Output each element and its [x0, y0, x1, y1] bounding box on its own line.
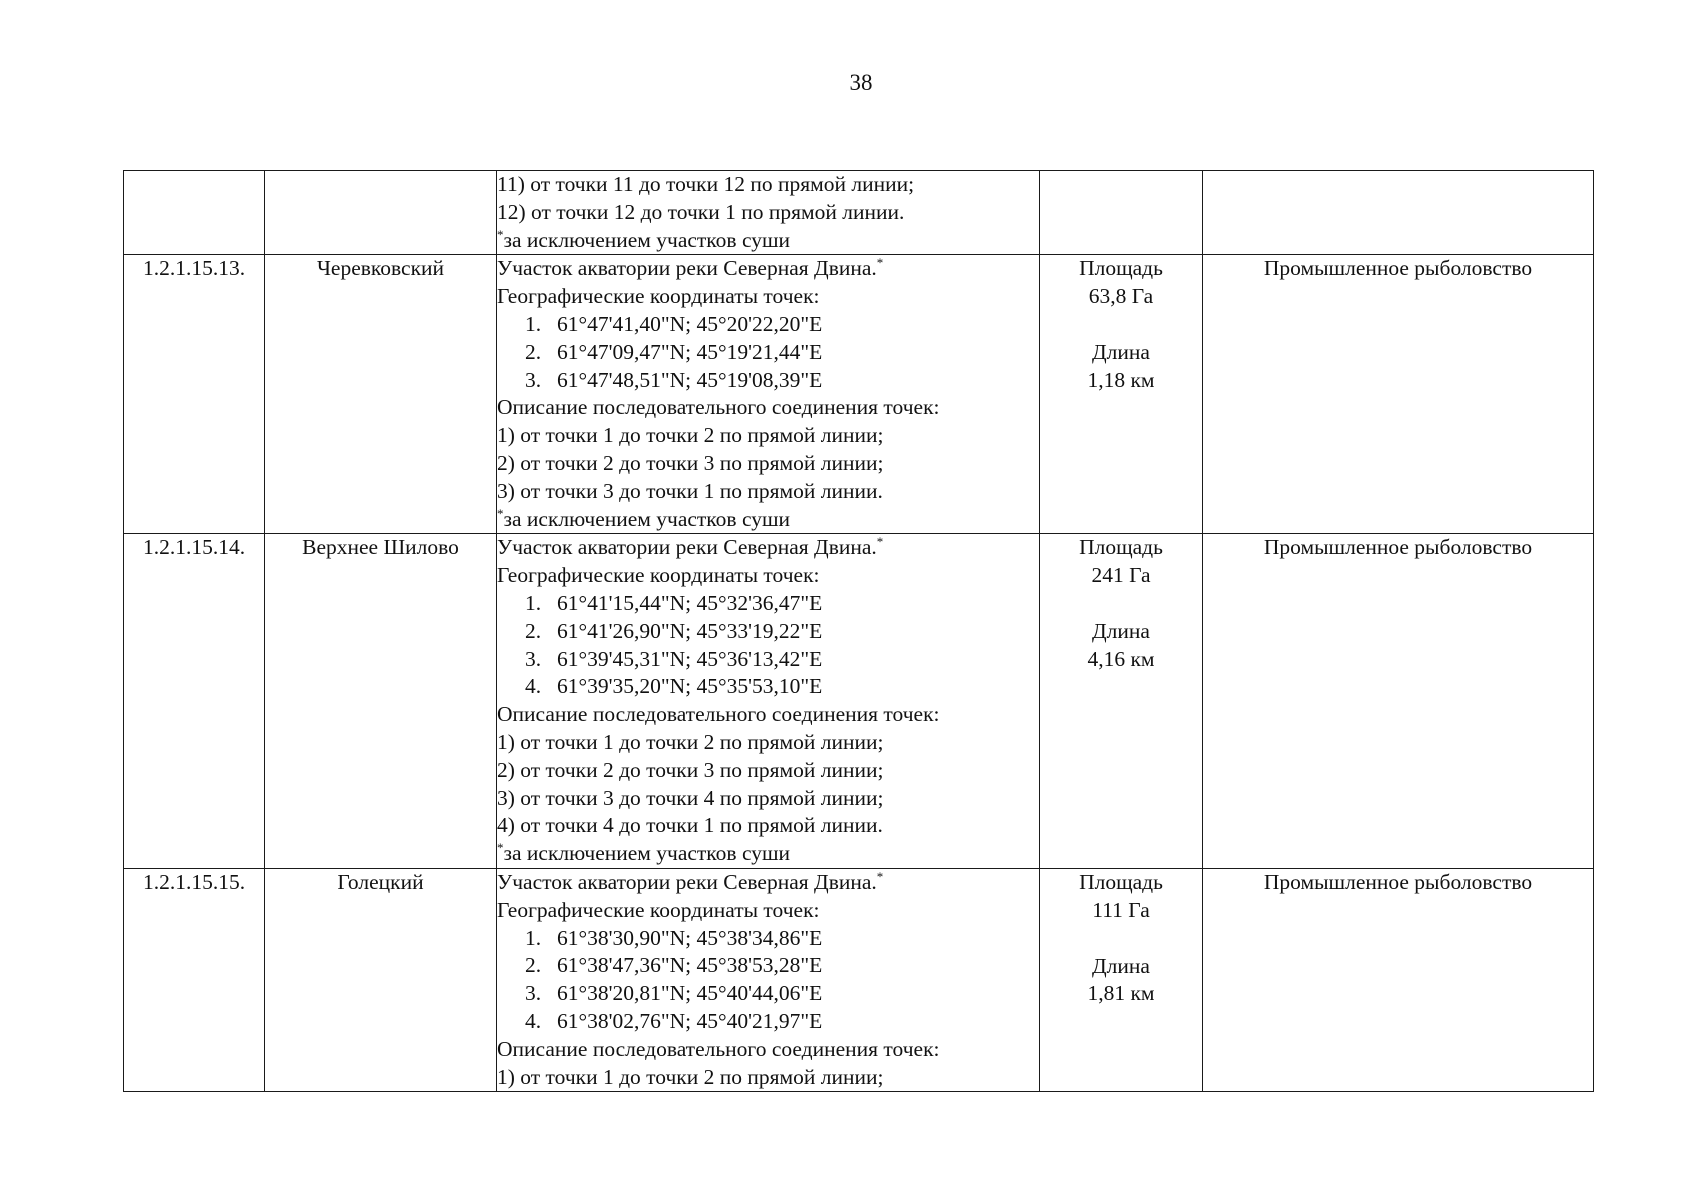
- point-coordinate: 61°47'09,47"N; 45°19'21,44"E: [557, 339, 823, 364]
- intro-text: Участок акватории реки Северная Двина.: [497, 535, 877, 560]
- footnote-text: за исключением участков суши: [503, 841, 791, 866]
- use-cell: [1203, 171, 1594, 255]
- footnote-text: за исключением участков суши: [503, 506, 791, 531]
- site-name: Верхнее Шилово: [265, 534, 497, 869]
- coordinate-point: [497, 925, 1039, 953]
- footnote-mark: *: [497, 505, 504, 521]
- coordinate-point: [497, 980, 1039, 1008]
- length-value: 1,81 км: [1087, 981, 1155, 1006]
- point-number: 4.: [525, 1008, 542, 1033]
- length-value: 1,18 км: [1087, 367, 1155, 392]
- point-number: 1.: [525, 311, 542, 336]
- table-row: [124, 868, 1594, 1091]
- intro-footnote-mark: *: [876, 255, 884, 271]
- footnote-mark: *: [497, 839, 504, 855]
- coords-heading: Географические координаты точек:: [497, 897, 820, 922]
- point-number: 1.: [525, 590, 542, 615]
- footnote-line: [497, 840, 1039, 868]
- coordinate-point: [497, 952, 1039, 980]
- point-number: 3.: [525, 367, 542, 392]
- footnote-line: [497, 506, 1039, 534]
- point-number: 3.: [525, 981, 542, 1006]
- description-cell: [497, 171, 1040, 255]
- area-value: 111 Га: [1092, 897, 1150, 922]
- site-use: Промышленное рыболовство: [1203, 534, 1594, 869]
- length-label: Длина: [1092, 339, 1150, 364]
- area-value: 63,8 Га: [1088, 284, 1154, 309]
- coordinate-point: [497, 311, 1039, 339]
- site-number: 1.2.1.15.15.: [124, 868, 265, 1091]
- number-cell: [124, 171, 265, 255]
- name-cell: [265, 171, 497, 255]
- area-label: Площадь: [1079, 256, 1163, 281]
- site-size: [1040, 534, 1203, 869]
- intro-text: Участок акватории реки Северная Двина.: [497, 869, 877, 894]
- connection-line: 1) от точки 1 до точки 2 по прямой линии;: [497, 1064, 884, 1089]
- footnote-text: за исключением участков суши: [503, 227, 791, 252]
- site-name: Черевковский: [265, 255, 497, 534]
- coordinate-point: [497, 1008, 1039, 1036]
- coordinate-point: [497, 618, 1039, 646]
- site-name: Голецкий: [265, 868, 497, 1091]
- site-description: [497, 255, 1040, 534]
- intro-line: [497, 534, 1039, 562]
- point-coordinate: 61°41'26,90"N; 45°33'19,22"E: [557, 618, 823, 643]
- area-label: Площадь: [1079, 869, 1163, 894]
- point-number: 2.: [525, 339, 542, 364]
- connection-line: 2) от точки 2 до точки 3 по прямой линии;: [497, 757, 884, 782]
- site-size: [1040, 868, 1203, 1091]
- coords-heading: Географические координаты точек:: [497, 284, 820, 309]
- table-row-continuation: [124, 171, 1594, 255]
- coordinate-point: [497, 590, 1039, 618]
- point-coordinate: 61°38'02,76"N; 45°40'21,97"E: [557, 1008, 823, 1033]
- intro-line: [497, 255, 1039, 283]
- connection-heading: Описание последовательного соединения точек:: [497, 395, 940, 420]
- area-label: Площадь: [1079, 535, 1163, 560]
- point-coordinate: 61°39'45,31"N; 45°36'13,42"E: [557, 646, 823, 671]
- length-label: Длина: [1092, 618, 1150, 643]
- connection-line: 3) от точки 3 до точки 1 по прямой линии.: [497, 478, 883, 503]
- point-coordinate: 61°47'41,40"N; 45°20'22,20"E: [557, 311, 823, 336]
- point-coordinate: 61°38'20,81"N; 45°40'44,06"E: [557, 981, 823, 1006]
- coordinate-point: [497, 339, 1039, 367]
- coordinate-point: [497, 367, 1039, 395]
- connection-line: 11) от точки 11 до точки 12 по прямой линии;: [497, 172, 915, 196]
- connection-line: 12) от точки 12 до точки 1 по прямой линии.: [497, 199, 905, 224]
- site-number: 1.2.1.15.14.: [124, 534, 265, 869]
- footnote-line: [497, 227, 1039, 255]
- size-cell: [1040, 171, 1203, 255]
- site-size: [1040, 255, 1203, 534]
- connection-line: 4) от точки 4 до точки 1 по прямой линии.: [497, 813, 883, 838]
- site-description: [497, 534, 1040, 869]
- point-coordinate: 61°41'15,44"N; 45°32'36,47"E: [557, 590, 823, 615]
- coords-heading: Географические координаты точек:: [497, 563, 820, 588]
- footnote-mark: *: [497, 226, 504, 242]
- site-use: Промышленное рыболовство: [1203, 868, 1594, 1091]
- point-coordinate: 61°47'48,51"N; 45°19'08,39"E: [557, 367, 823, 392]
- table-row: [124, 534, 1594, 869]
- intro-text: Участок акватории реки Северная Двина.: [497, 256, 877, 281]
- connection-line: 1) от точки 1 до точки 2 по прямой линии;: [497, 729, 884, 754]
- coordinate-point: [497, 646, 1039, 674]
- connection-heading: Описание последовательного соединения точек:: [497, 702, 940, 727]
- site-description: [497, 868, 1040, 1091]
- point-number: 3.: [525, 646, 542, 671]
- connection-heading: Описание последовательного соединения точек:: [497, 1036, 940, 1061]
- connection-line: 2) от точки 2 до точки 3 по прямой линии;: [497, 450, 884, 475]
- point-coordinate: 61°38'30,90"N; 45°38'34,86"E: [557, 925, 823, 950]
- point-number: 2.: [525, 953, 542, 978]
- length-value: 4,16 км: [1087, 646, 1155, 671]
- point-coordinate: 61°38'47,36"N; 45°38'53,28"E: [557, 953, 823, 978]
- point-number: 2.: [525, 618, 542, 643]
- page-number: 38: [849, 70, 873, 95]
- point-number: 1.: [525, 925, 542, 950]
- point-number: 4.: [525, 674, 542, 699]
- length-label: Длина: [1092, 953, 1150, 978]
- coordinate-point: [497, 673, 1039, 701]
- intro-footnote-mark: *: [876, 868, 884, 884]
- intro-line: [497, 869, 1039, 897]
- fishing-sites-table: [123, 170, 1594, 1092]
- table-row: [124, 255, 1594, 534]
- connection-line: 1) от точки 1 до точки 2 по прямой линии;: [497, 423, 884, 448]
- site-number: 1.2.1.15.13.: [124, 255, 265, 534]
- intro-footnote-mark: *: [876, 534, 884, 550]
- area-value: 241 Га: [1091, 563, 1151, 588]
- point-coordinate: 61°39'35,20"N; 45°35'53,10"E: [557, 674, 823, 699]
- connection-line: 3) от точки 3 до точки 4 по прямой линии;: [497, 785, 884, 810]
- site-use: Промышленное рыболовство: [1203, 255, 1594, 534]
